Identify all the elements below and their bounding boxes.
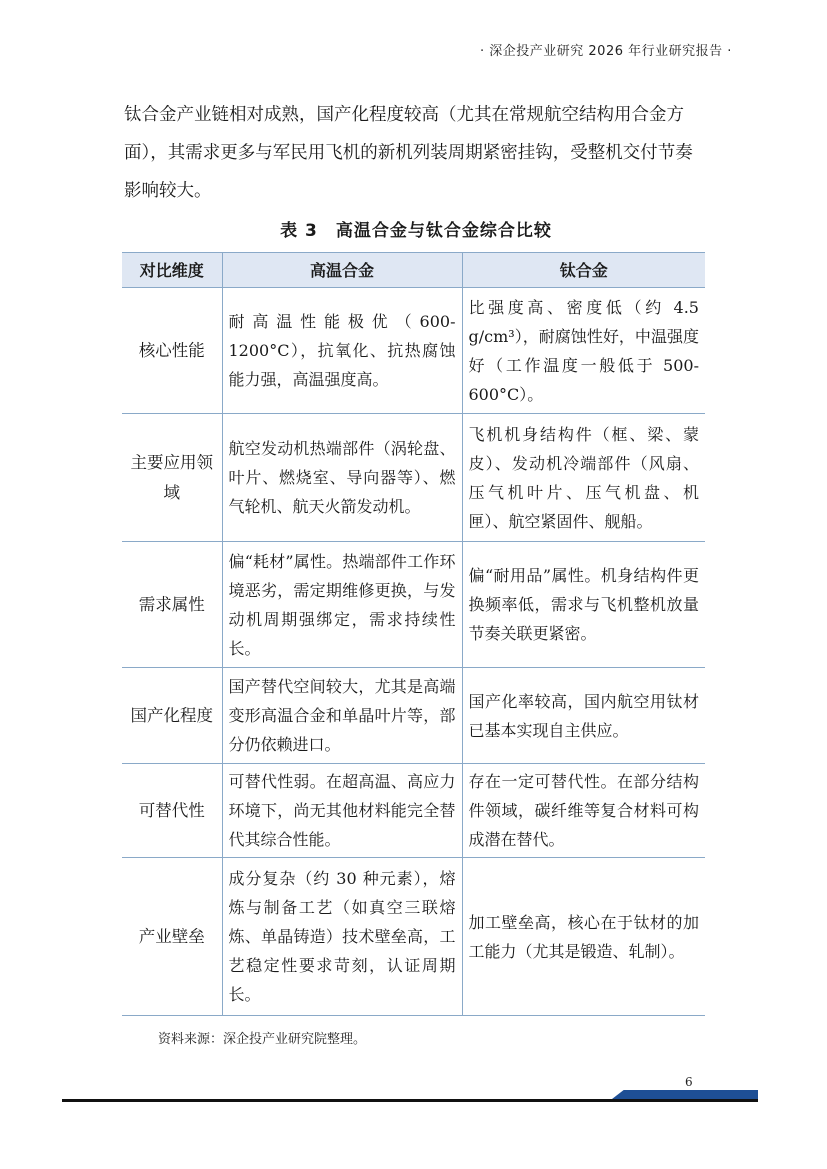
footer-rule [62, 1099, 758, 1102]
header-titanium: 钛合金 [462, 253, 705, 288]
row-dimension: 国产化程度 [122, 668, 222, 764]
row-superalloy: 航空发动机热端部件（涡轮盘、叶片、燃烧室、导向器等）、燃气轮机、航天火箭发动机。 [222, 414, 462, 542]
table-source-note: 资料来源：深企投产业研究院整理。 [158, 1032, 367, 1047]
intro-section [124, 96, 708, 210]
table-row [122, 858, 705, 1016]
row-superalloy: 耐高温性能极优（600-1200°C），抗氧化、抗热腐蚀能力强，高温强度高。 [222, 288, 462, 414]
table-title: 表 3 高温合金与钛合金综合比较 [280, 221, 552, 241]
intro-paragraph: 钛合金产业链相对成熟，国产化程度较高（尤其在常规航空结构用合金方面），其需求更多与军民用飞机的新机列装周期紧密挂钩，受整机交付节奏影响较大。 [124, 105, 693, 201]
running-header: · 深企投产业研究 2026 年行业研究报告 · [480, 44, 732, 59]
table-row [122, 668, 705, 764]
row-titanium: 飞机机身结构件（框、梁、蒙皮）、发动机冷端部件（风扇、压气机叶片、压气机盘、机匣）、航空紧固件、舰船。 [462, 414, 705, 542]
row-dimension: 核心性能 [122, 288, 222, 414]
header-dimension: 对比维度 [122, 253, 222, 288]
footer-accent-band [612, 1090, 758, 1099]
row-superalloy: 成分复杂（约 30 种元素），熔炼与制备工艺（如真空三联熔炼、单晶铸造）技术壁垒高，工艺稳定性要求苛刻，认证周期长。 [222, 858, 462, 1016]
table-row [122, 414, 705, 542]
table-row [122, 764, 705, 858]
row-titanium: 偏“耐用品”属性。机身结构件更换频率低，需求与飞机整机放量节奏关联更紧密。 [462, 542, 705, 668]
row-superalloy: 偏“耗材”属性。热端部件工作环境恶劣，需定期维修更换，与发动机周期强绑定，需求持续性长。 [222, 542, 462, 668]
row-titanium: 存在一定可替代性。在部分结构件领域，碳纤维等复合材料可构成潜在替代。 [462, 764, 705, 858]
row-dimension: 产业壁垒 [122, 858, 222, 1016]
row-superalloy: 国产替代空间较大，尤其是高端变形高温合金和单晶叶片等，部分仍依赖进口。 [222, 668, 462, 764]
table-row [122, 542, 705, 668]
row-dimension: 需求属性 [122, 542, 222, 668]
table-row [122, 288, 705, 414]
row-dimension: 可替代性 [122, 764, 222, 858]
row-titanium: 国产化率较高，国内航空用钛材已基本实现自主供应。 [462, 668, 705, 764]
comparison-table [122, 252, 705, 1016]
row-superalloy: 可替代性弱。在超高温、高应力环境下，尚无其他材料能完全替代其综合性能。 [222, 764, 462, 858]
header-superalloy: 高温合金 [222, 253, 462, 288]
row-titanium: 比强度高、密度低（约 4.5 g/cm³），耐腐蚀性好，中温强度好（工作温度一般低于 500-600°C）。 [462, 288, 705, 414]
table-header-row [122, 253, 705, 288]
row-titanium: 加工壁垒高，核心在于钛材的加工能力（尤其是锻造、轧制）。 [462, 858, 705, 1016]
page-number: 6 [685, 1075, 693, 1089]
row-dimension: 主要应用领域 [122, 414, 222, 542]
